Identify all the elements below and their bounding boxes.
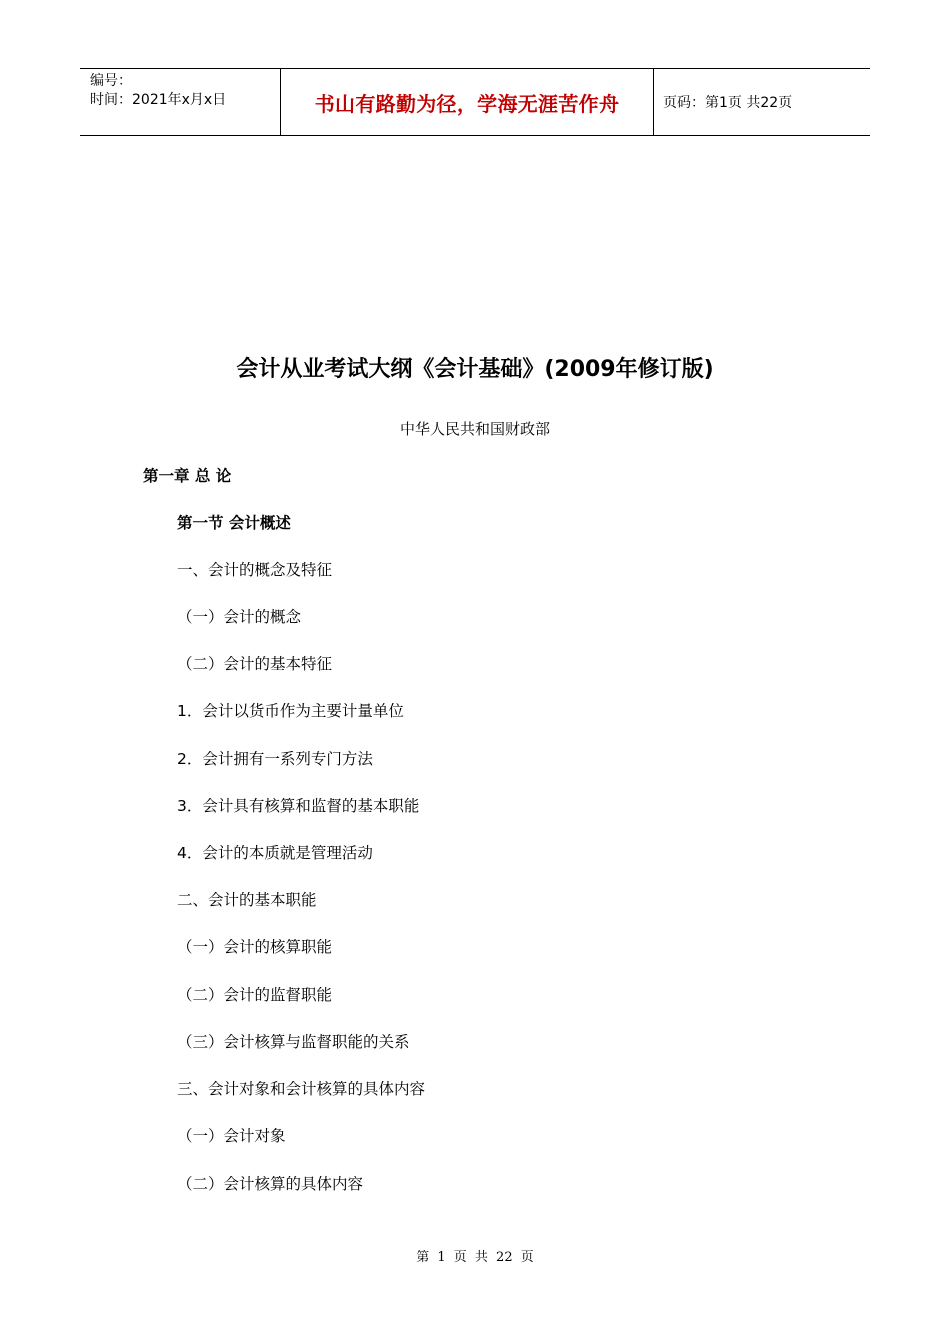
page-footer: 第 1 页 共 22 页 [416,1250,534,1265]
page-header [80,68,870,136]
header-motto-cell [281,69,654,135]
outline-item: （二）会计的监督职能 [177,986,333,1004]
outline-item: 三、会计对象和会计核算的具体内容 [177,1080,426,1098]
outline-item: （二）会计核算的具体内容 [177,1175,364,1193]
outline-item: 3．会计具有核算和监督的基本职能 [177,797,420,815]
outline-item: （一）会计的概念 [177,608,302,626]
header-meta-cell [80,69,281,135]
document-title: 会计从业考试大纲《会计基础》(2009年修订版) [236,357,714,382]
outline-item: （二）会计的基本特征 [177,655,333,673]
outline-item: 一、会计的概念及特征 [177,561,333,579]
document-number: 编号： [90,73,132,89]
outline-item: （三）会计核算与监督职能的关系 [177,1033,410,1051]
outline-item: 2．会计拥有一系列专门方法 [177,750,373,768]
chapter-heading: 第一章 总 论 [143,467,232,485]
outline-item: （一）会计的核算职能 [177,938,333,956]
outline-item: 4．会计的本质就是管理活动 [177,844,373,862]
header-motto: 书山有路勤为径，学海无涯苦作舟 [314,91,620,116]
outline-item: 1．会计以货币作为主要计量单位 [177,702,404,720]
outline-item: （一）会计对象 [177,1127,286,1145]
document-date: 时间：2021年x月x日 [90,92,227,108]
header-page-cell [654,69,870,135]
section-heading: 第一节 会计概述 [177,514,291,532]
outline-item: 二、会计的基本职能 [177,891,317,909]
document-subtitle: 中华人民共和国财政部 [399,420,550,438]
header-page-info: 页码：第1页 共22页 [663,95,793,111]
